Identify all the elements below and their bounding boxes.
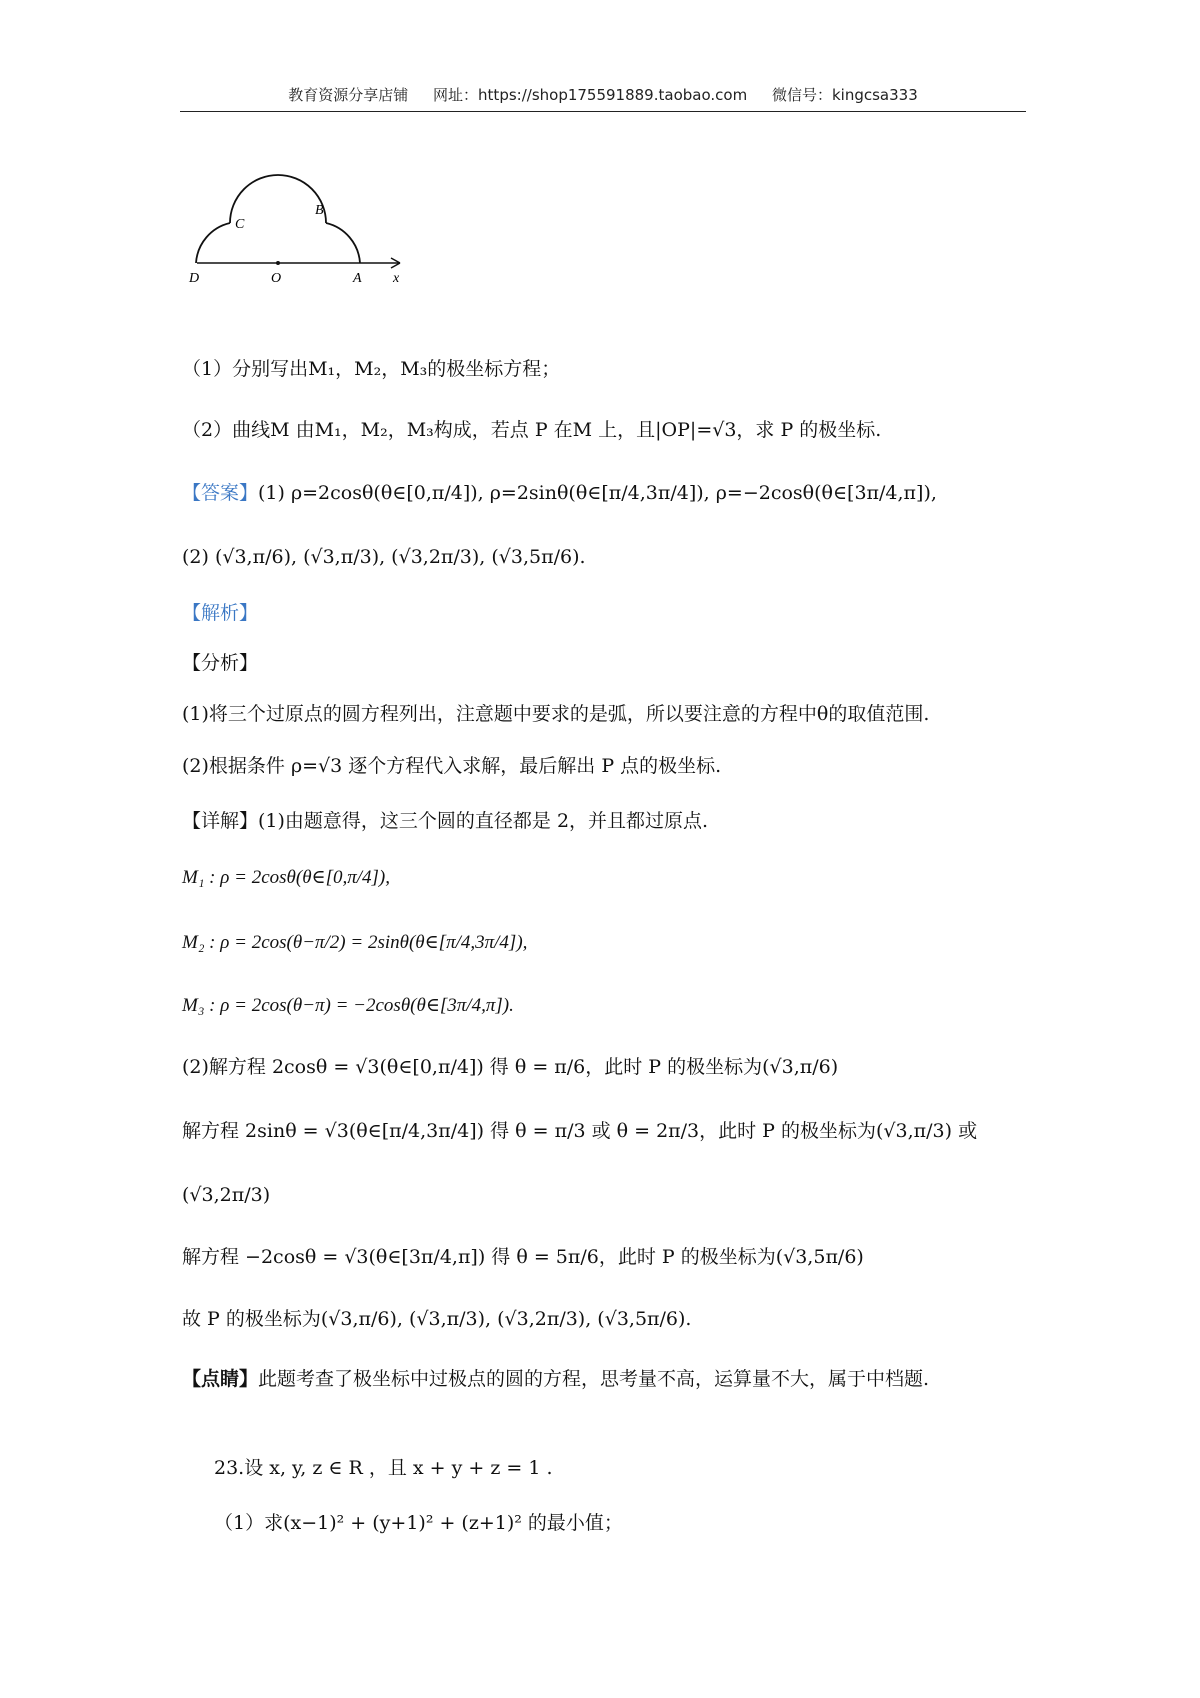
origin-point	[276, 261, 280, 265]
answer-line-1	[182, 484, 937, 503]
detail-tag: 【详解】	[182, 810, 259, 832]
header-rule	[180, 111, 1026, 112]
fenxi-tag: 【分析】	[182, 652, 259, 674]
label-B: B	[315, 203, 324, 218]
label-x: x	[393, 271, 400, 286]
arc-m3	[196, 223, 230, 263]
detail-line-1	[182, 812, 708, 831]
answer-part2: (2) (√3,π/6), (√3,π/3), (√3,2π/3), (√3,5π/6).	[182, 546, 586, 568]
answer-tag: 【答案】	[182, 482, 259, 504]
header-wechat: 微信号：kingcsa333	[771, 86, 918, 104]
dianjing-text: 此题考查了极坐标中过极点的圆的方程，思考量不高，运算量不大，属于中档题.	[258, 1368, 930, 1390]
q23-part1: （1）求(x−1)² + (y+1)² + (z+1)² 的最小值；	[214, 1512, 623, 1534]
analysis-tag: 【解析】	[182, 602, 259, 624]
solve-step-2: 解方程 2sinθ = √3(θ∈[π/4,3π/4]) 得 θ = π/3 或 θ = 2π/3，此时 P 的极坐标为(√3,π/3) 或	[182, 1120, 978, 1142]
label-O: O	[271, 271, 282, 286]
arc-figure	[185, 168, 415, 288]
q23-stem: 23.设 x, y, z ∈ R ，且 x + y + z = 1 .	[214, 1457, 553, 1479]
m1-equation: M₁ : ρ = 2cosθ(θ∈[0,π/4]),	[182, 867, 390, 888]
header-site: 网址：https://shop175591889.taobao.com	[433, 86, 748, 104]
label-C: C	[235, 217, 245, 232]
arc-m1	[326, 223, 360, 263]
dianjing-tag: 【点睛】	[182, 1368, 259, 1390]
arc-m2	[230, 175, 326, 223]
fenxi-line-1: (1)将三个过原点的圆方程列出，注意题中要求的是弧，所以要注意的方程中θ的取值范围.	[182, 703, 930, 725]
answer-part1: (1) ρ=2cosθ(θ∈[0,π/4]), ρ=2sinθ(θ∈[π/4,3π/4]), ρ=−2cosθ(θ∈[3π/4,π]),	[258, 482, 937, 504]
m2-equation: M₂ : ρ = 2cos(θ−π/2) = 2sinθ(θ∈[π/4,3π/4]),	[182, 932, 528, 953]
solve-step-2b: (√3,2π/3)	[182, 1184, 271, 1206]
page-header	[180, 84, 1026, 112]
solve-step-3: 解方程 −2cosθ = √3(θ∈[3π/4,π]) 得 θ = 5π/6，此时 P 的极坐标为(√3,5π/6)	[182, 1246, 864, 1268]
m3-equation: M₃ : ρ = 2cos(θ−π) = −2cosθ(θ∈[3π/4,π]).	[182, 995, 514, 1016]
label-D: D	[189, 271, 200, 286]
fenxi-line-2: (2)根据条件 ρ=√3 逐个方程代入求解，最后解出 P 点的极坐标.	[182, 755, 722, 777]
dianjing-line	[182, 1370, 929, 1389]
detail-text-1: (1)由题意得，这三个圆的直径都是 2，并且都过原点.	[258, 810, 709, 832]
header-shop: 教育资源分享店铺	[288, 86, 409, 104]
question-2: （2）曲线M 由M₁，M₂，M₃构成，若点 P 在M 上，且|OP|=√3，求 P 的极坐标.	[182, 419, 882, 441]
solve-conclusion: 故 P 的极坐标为(√3,π/6), (√3,π/3), (√3,2π/3), (√3,5π/6).	[182, 1308, 692, 1330]
question-1: （1）分别写出M₁，M₂，M₃的极坐标方程；	[182, 358, 561, 380]
solve-step-1: (2)解方程 2cosθ = √3(θ∈[0,π/4]) 得 θ = π/6，此时 P 的极坐标为(√3,π/6)	[182, 1056, 839, 1078]
label-A: A	[353, 271, 362, 286]
